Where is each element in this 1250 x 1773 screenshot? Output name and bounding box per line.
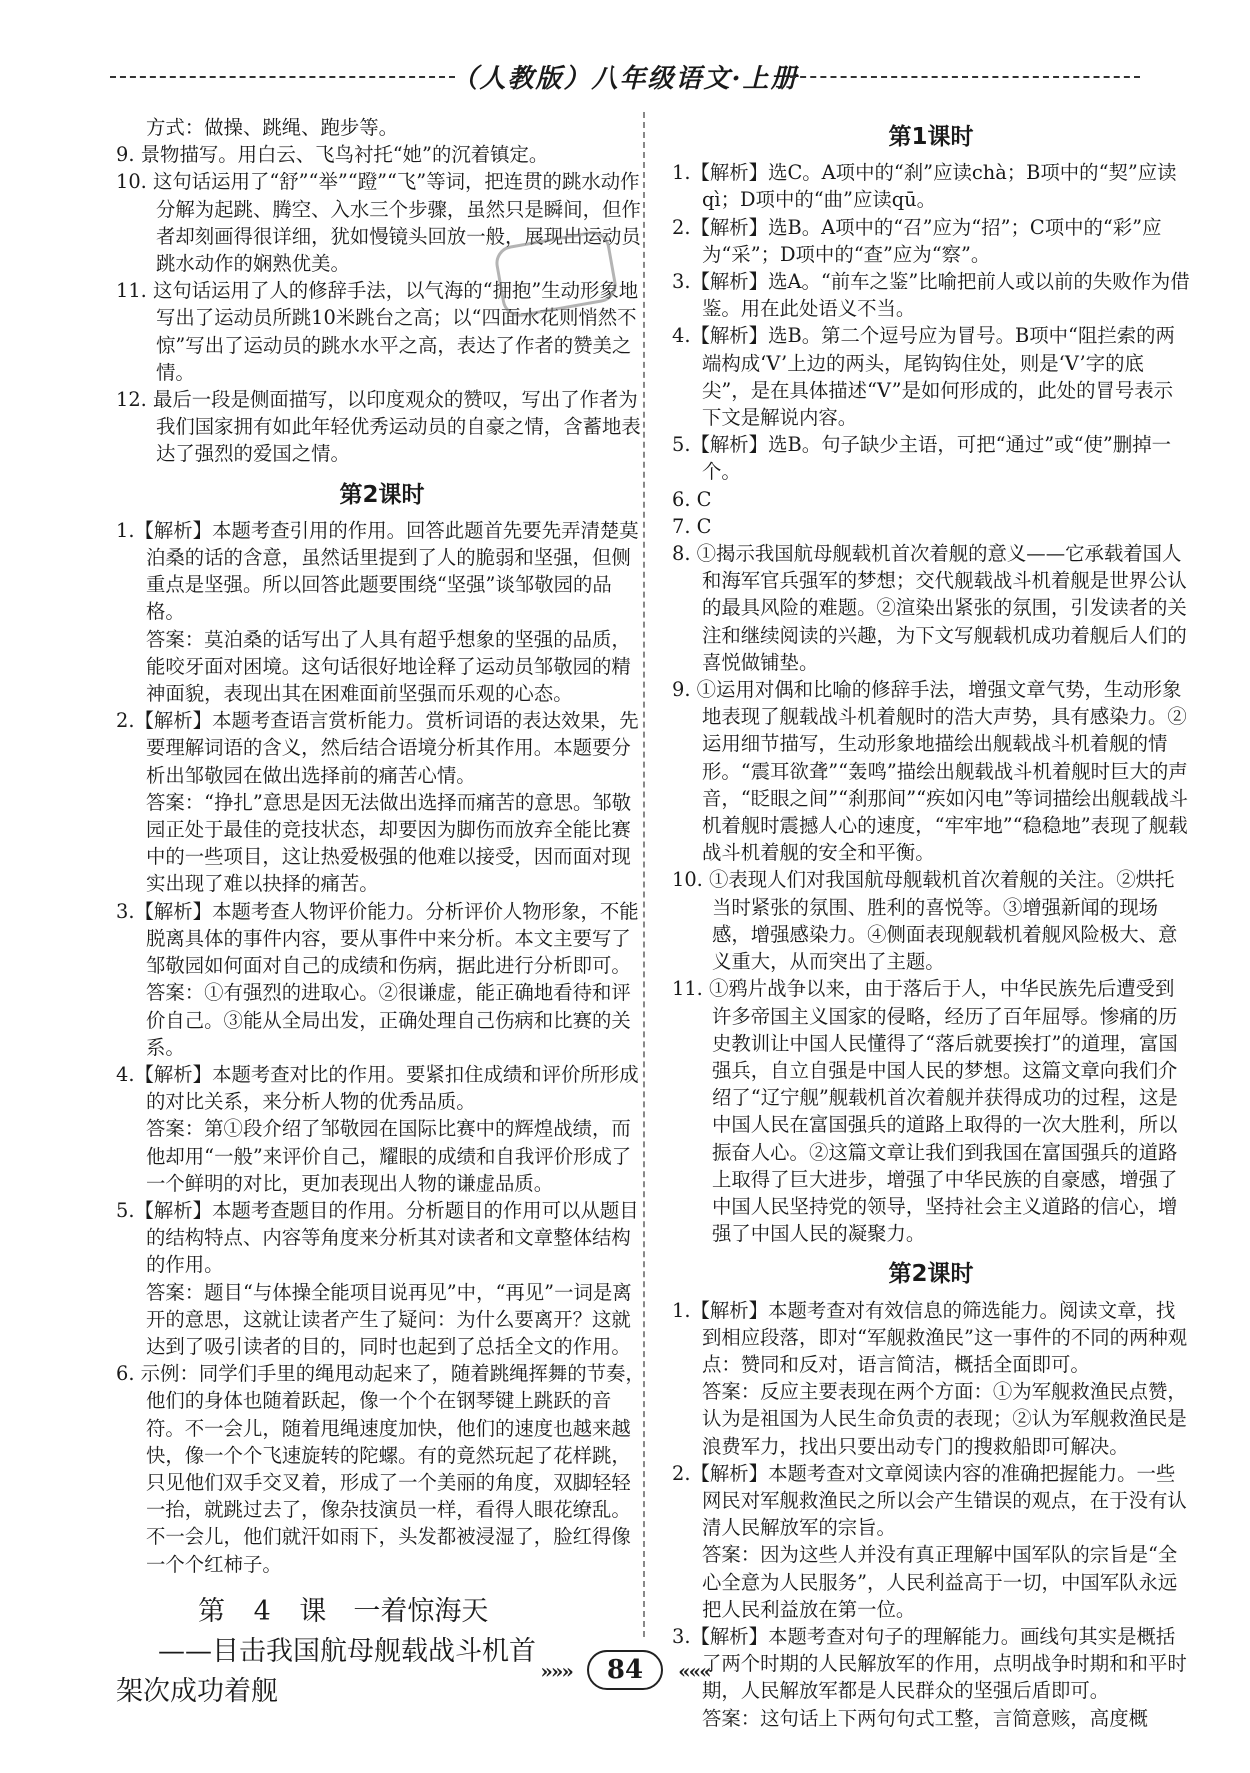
answer-paragraph: 答案：第①段介绍了邹敬园在国际比赛中的辉煌战绩，而他却用“一般”来评价自己，耀眼的成绩和自我评价形成了一个鲜明的对比，更加表现出人物的谦虚品质。 xyxy=(146,1117,632,1195)
question-item: 9. 景物描写。用白云、飞鸟衬托“她”的沉着镇定。 xyxy=(116,143,549,167)
question-item: 6. 示例：同学们手里的绳甩动起来了，随着跳绳挥舞的节奏，他们的身体也随着跃起，像一个个在钢琴键上跳跃的音符。不一会儿，随着甩绳速度加快，他们的速度也越来越快，像一个个飞速旋转的陀螺。有的竟然玩起了花样跳，只见他们双手交叉着，形成了一个美丽的角度，双脚轻轻一抬，就跳过去了，像杂技演员一样，看得人眼花缭乱。不一会儿，他们就汗如雨下，头发都被浸湿了，脸红得像一个个红柿子。 xyxy=(116,1362,645,1576)
answer-paragraph: 答案：①有强烈的进取心。②很谦虚，能正确地看待和评价自己。③能从全局出发，正确处理自己伤病和比赛的关系。 xyxy=(146,981,631,1059)
lesson-title-line2: ——目击我国航母舰载战斗机首 xyxy=(158,1635,536,1667)
right-section2-title: 第2课时 xyxy=(888,1261,974,1288)
question-item: 10. 这句话运用了“舒”“举”“蹬”“飞”等词，把连贯的跳水动作分解为起跳、腾空、入水三个步骤，虽然只是瞬间，但作者却刻画得很详细，犹如慢镜头回放一般，展现出运动员跳水动作的娴熟优美。 xyxy=(116,170,641,276)
page-number: 84 xyxy=(587,1650,663,1690)
answer-paragraph: 答案：这句话上下两句句式工整，言简意赅，高度概 xyxy=(702,1706,1148,1730)
question-item: 4.【解析】本题考查对比的作用。要紧扣住成绩和评价所形成的对比关系，来分析人物的优秀品质。 xyxy=(116,1062,639,1114)
left-section-title: 第2课时 xyxy=(339,481,425,508)
question-item: 9. ①运用对偶和比喻的修辞手法，增强文章气势，生动形象地表现了舰载战斗机着舰时的浩大声势，具有感染力。②运用细节描写，生动形象地描绘出舰载战斗机着舰的情形。“震耳欲聋”“轰鸣”描绘出舰载战斗机着舰时巨大的声音，“眨眼之间”“刹那间”“疾如闪电”等词描绘出舰载战斗机着舰时震撼人心的速度，“牢牢地”“稳稳地”表现了舰载战斗机着舰的安全和平衡。 xyxy=(672,678,1189,865)
left-section-items xyxy=(116,517,648,1578)
question-item: 1.【解析】本题考查引用的作用。回答此题首先要先弄清楚莫泊桑的话的含意，虽然话里提到了人的脆弱和坚强，但侧重点是坚强。所以回答此题要围绕“坚强”谈邹敬园的品格。 xyxy=(116,518,639,624)
right-column xyxy=(672,114,1190,1732)
question-item: 11. ①鸦片战争以来，由于落后于人，中华民族先后遭受到许多帝国主义国家的侵略，经历了百年屈辱。惨痛的历史教训让中国人民懂得了“落后就要挨打”的道理，富国强兵，自立自强是中国人民的梦想。这篇文章向我们介绍了“辽宁舰”舰载机首次着舰并获得成功的过程，这是中国人民在富国强兵的道路上取得的一次大胜利，所以振奋人心。②这篇文章让我们到我国在富国强兵的道路上取得了巨大进步，增强了中华民族的自豪感，增强了中国人民坚持党的领导，坚持社会主义道路的信心，增强了中国人民的凝聚力。 xyxy=(672,977,1178,1246)
answer-paragraph: 答案：因为这些人并没有真正理解中国军队的宗旨是“全心全意为人民服务”，人民利益高于一切，中国军队永远把人民利益放在第一位。 xyxy=(702,1543,1178,1621)
lesson-title-line1: 第 4 课 一着惊海天 xyxy=(198,1595,489,1627)
question-item: 5.【解析】选B。句子缺少主语，可把“通过”或“使”删掉一个。 xyxy=(672,433,1171,484)
header-title: （人教版）八年级语文·上册 xyxy=(451,64,799,94)
question-item: 2.【解析】本题考查对文章阅读内容的准确把握能力。一些网民对军舰救渔民之所以会产生错误的观点，在于没有认清人民解放军的宗旨。 xyxy=(672,1461,1187,1540)
question-item: 2.【解析】本题考查语言赏析能力。赏析词语的表达效果，先要理解词语的含义，然后结合语境分析其作用。本题要分析出邹敬园在做出选择前的痛苦心情。 xyxy=(116,709,639,787)
footer-arrows-right-icon: ««« xyxy=(678,1659,710,1683)
question-item: 7. C xyxy=(672,514,712,538)
right-section1-items xyxy=(672,159,1190,1247)
question-item: 2.【解析】选B。A项中的“召”应为“招”；C项中的“彩”应为“采”；D项中的“查”应为“察”。 xyxy=(672,215,1162,266)
question-item: 1.【解析】选C。A项中的“刹”应读chà；B项中的“契”应读qì；D项中的“曲”应读qū。 xyxy=(672,161,1177,212)
answer-paragraph: 答案：反应主要表现在两个方面：①为军舰救渔民点赞，认为是祖国为人民生命负责的表现；②认为军舰救渔民是浪费军力，找出只要出动专门的搜救船即可解决。 xyxy=(702,1380,1187,1458)
page-header xyxy=(100,52,1150,96)
question-item: 4.【解析】选B。第二个逗号应为冒号。B项中“阻拦索的两端构成‘V’上边的两头，尾钩钩住处，则是‘V’字的底尖”，是在具体描述“V”是如何形成的，此处的冒号表示下文是解说内容。 xyxy=(672,324,1175,430)
page-footer xyxy=(0,1650,1250,1690)
left-column xyxy=(116,114,648,1712)
answer-paragraph: 答案：题目“与体操全能项目说再见”中，“再见”一词是离开的意思，这就让读者产生了疑问：为什么要离开？这就达到了吸引读者的目的，同时也起到了总括全文的作用。 xyxy=(146,1280,632,1358)
question-item: 10. ①表现人们对我国航母舰载机首次着舰的关注。②烘托当时紧张的氛围、胜利的喜悦等。③增强新闻的现场感，增强感染力。④侧面表现舰载机着舰风险极大、意义重大，从而突出了主题。 xyxy=(672,868,1178,974)
question-item: 5.【解析】本题考查题目的作用。分析题目的作用可以从题目的结构特点、内容等角度来分析其对读者和文章整体结构的作用。 xyxy=(116,1198,639,1277)
answer-paragraph: 答案：莫泊桑的话写出了人具有超乎想象的坚强的品质，能咬牙面对困境。这句话很好地诠释了运动员邹敬园的精神面貌，表现出其在困难面前坚强而乐观的心态。 xyxy=(146,627,631,706)
footer-arrows-left-icon: »»» xyxy=(540,1659,572,1683)
question-item: 3.【解析】本题考查人物评价能力。分析评价人物形象，不能脱离具体的事件内容，要从事件中来分析。本文主要写了邹敬园如何面对自己的成绩和伤病，据此进行分析即可。 xyxy=(116,899,639,978)
question-item: 3.【解析】选A。“前车之鉴”比喻把前人或以前的失败作为借鉴。用在此处语义不当。 xyxy=(672,270,1190,321)
question-item: 3.【解析】本题考查对句子的理解能力。画线句其实是概括了两个时期的人民解放军的作用，点明战争时期和和平时期，人民解放军都是人民群众的坚强后盾即可。 xyxy=(672,1624,1187,1703)
question-item: 6. C xyxy=(672,487,712,511)
answer-paragraph: 方式：做操、跳绳、跑步等。 xyxy=(146,116,399,139)
lesson-title-line3: 架次成功着舰 xyxy=(116,1675,278,1707)
question-item: 12. 最后一段是侧面描写，以印度观众的赞叹，写出了作者为我们国家拥有如此年轻优秀运动员的自豪之情，含蓄地表达了强烈的爱国之情。 xyxy=(116,388,641,466)
header-decoration-right xyxy=(790,76,1140,78)
right-section1-title: 第1课时 xyxy=(888,124,974,150)
answer-paragraph: 答案：“挣扎”意思是因无法做出选择而痛苦的意思。邹敬园正处于最佳的竞技状态，却要因为脚伤而放弃全能比赛中的一些项目，这让热爱极强的他难以接受，因而面对现实出现了难以抉择的痛苦。 xyxy=(146,790,632,896)
question-item: 1.【解析】本题考查对有效信息的筛选能力。阅读文章，找到相应段落，即对“军舰救渔民”这一事件的不同的两种观点：赞同和反对，语言简洁，概括全面即可。 xyxy=(672,1298,1188,1376)
question-item: 11. 这句话运用了人的修辞手法，以气海的“拥抱”生动形象地写出了运动员所跳10米跳台之高；以“四面水花则悄然不惊”写出了运动员的跳水水平之高，表达了作者的赞美之情。 xyxy=(116,279,639,384)
question-item: 8. ①揭示我国航母舰载机首次着舰的意义——它承载着国人和海军官兵强军的梦想；交代舰载战斗机着舰是世界公认的最具风险的难题。②渲染出紧张的氛围，引发读者的关注和继续阅读的兴趣，为下文写舰载机成功着舰后人们的喜悦做铺垫。 xyxy=(672,542,1187,674)
